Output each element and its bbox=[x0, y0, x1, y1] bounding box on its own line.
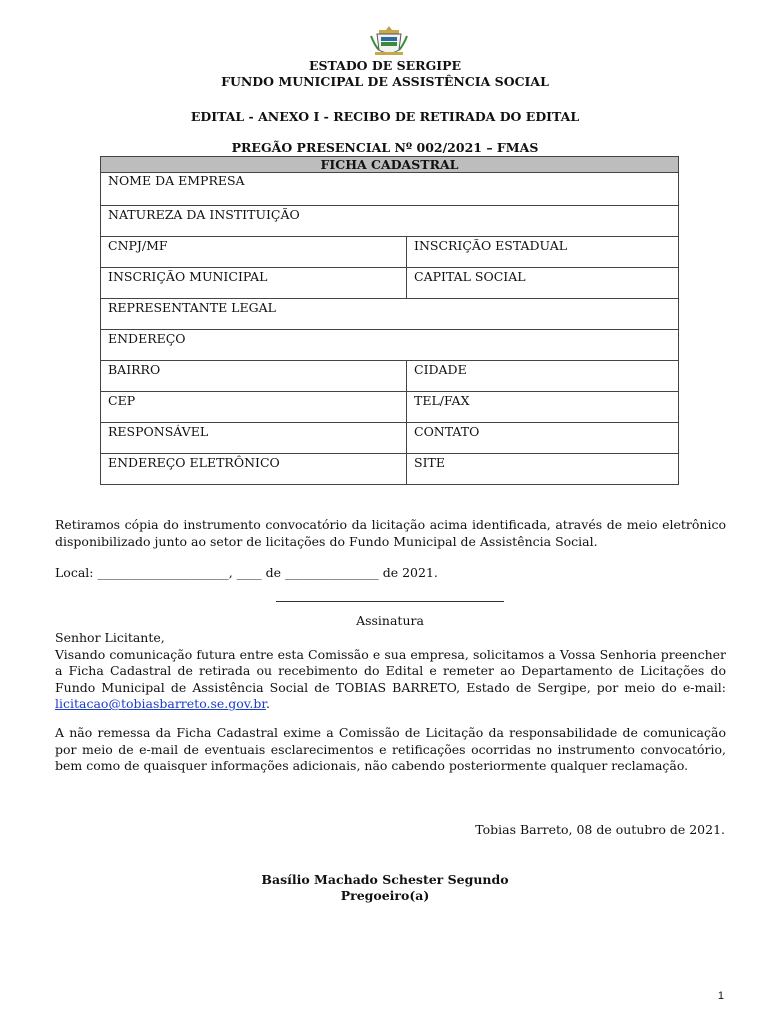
field-inscricao-estadual[interactable]: INSCRIÇÃO ESTADUAL bbox=[407, 237, 679, 268]
field-inscricao-municipal[interactable]: INSCRIÇÃO MUNICIPAL bbox=[101, 268, 407, 299]
field-responsavel[interactable]: RESPONSÁVEL bbox=[101, 423, 407, 454]
signer-block bbox=[0, 872, 770, 904]
instructions-paragraph bbox=[55, 647, 726, 713]
edital-title: EDITAL - ANEXO I - RECIBO DE RETIRADA DO EDITAL bbox=[190, 109, 580, 124]
remessa-paragraph: A não remessa da Ficha Cadastral exime a Comissão de Licitação da responsabilidade de comunicação por meio de e-mail de eventuais esclarecimentos e retificações ocorridas no instrumento convocatório, bem como de quaisquer informações adicionais, não cabendo posteriormente qualquer reclamação. bbox=[55, 725, 726, 773]
ficha-cadastral-form bbox=[100, 156, 679, 485]
signer-role: Pregoeiro(a) bbox=[340, 888, 430, 903]
field-representante[interactable]: REPRESENTANTE LEGAL bbox=[101, 299, 679, 330]
date-place-line: Tobias Barreto, 08 de outubro de 2021. bbox=[475, 822, 725, 837]
signature-label: Assinatura bbox=[356, 613, 424, 628]
field-cnpj[interactable]: CNPJ/MF bbox=[101, 237, 407, 268]
form-title: FICHA CADASTRAL bbox=[101, 157, 679, 173]
header-fund: FUNDO MUNICIPAL DE ASSISTÊNCIA SOCIAL bbox=[221, 74, 549, 89]
page-number: 1 bbox=[717, 990, 724, 1002]
signer-name: Basílio Machado Schester Segundo bbox=[261, 872, 509, 887]
field-bairro[interactable]: BAIRRO bbox=[101, 361, 407, 392]
coat-of-arms-icon bbox=[369, 24, 409, 58]
field-tel-fax[interactable]: TEL/FAX bbox=[407, 392, 679, 423]
salutation: Senhor Licitante, bbox=[55, 630, 165, 645]
signature-line bbox=[276, 601, 504, 602]
field-nome-empresa[interactable]: NOME DA EMPRESA bbox=[101, 173, 679, 206]
field-endereco[interactable]: ENDEREÇO bbox=[101, 330, 679, 361]
field-cidade[interactable]: CIDADE bbox=[407, 361, 679, 392]
pregao-title: PREGÃO PRESENCIAL Nº 002/2021 – FMAS bbox=[231, 140, 539, 155]
retirada-paragraph: Retiramos cópia do instrumento convocatório da licitação acima identificada, através de meio eletrônico disponibilizado junto ao setor de licitações do Fundo Municipal de Assistência Social. bbox=[55, 517, 726, 549]
field-natureza[interactable]: NATUREZA DA INSTITUIÇÃO bbox=[101, 206, 679, 237]
field-site[interactable]: SITE bbox=[407, 454, 679, 485]
local-date-line: Local: _____________________, ____ de _______________ de 2021. bbox=[55, 565, 438, 580]
instructions-block bbox=[55, 630, 726, 713]
header-state: ESTADO DE SERGIPE bbox=[308, 58, 462, 73]
field-contato[interactable]: CONTATO bbox=[407, 423, 679, 454]
field-capital-social[interactable]: CAPITAL SOCIAL bbox=[407, 268, 679, 299]
field-endereco-eletronico[interactable]: ENDEREÇO ELETRÔNICO bbox=[101, 454, 407, 485]
email-link[interactable]: licitacao@tobiasbarreto.se.gov.br bbox=[55, 696, 266, 711]
field-cep[interactable]: CEP bbox=[101, 392, 407, 423]
instructions-end: . bbox=[265, 696, 270, 711]
instructions-text: Visando comunicação futura entre esta Comissão e sua empresa, solicitamos a Vossa Senhoria preencher a Ficha Cadastral de retirada ou recebimento do Edital e remeter ao Departamento de Licitações do Fundo Municipal de Assistência Social de TOBIAS BARRETO, Estado de Sergipe, por meio do e-mail: bbox=[55, 646, 726, 695]
document-header bbox=[0, 58, 770, 90]
